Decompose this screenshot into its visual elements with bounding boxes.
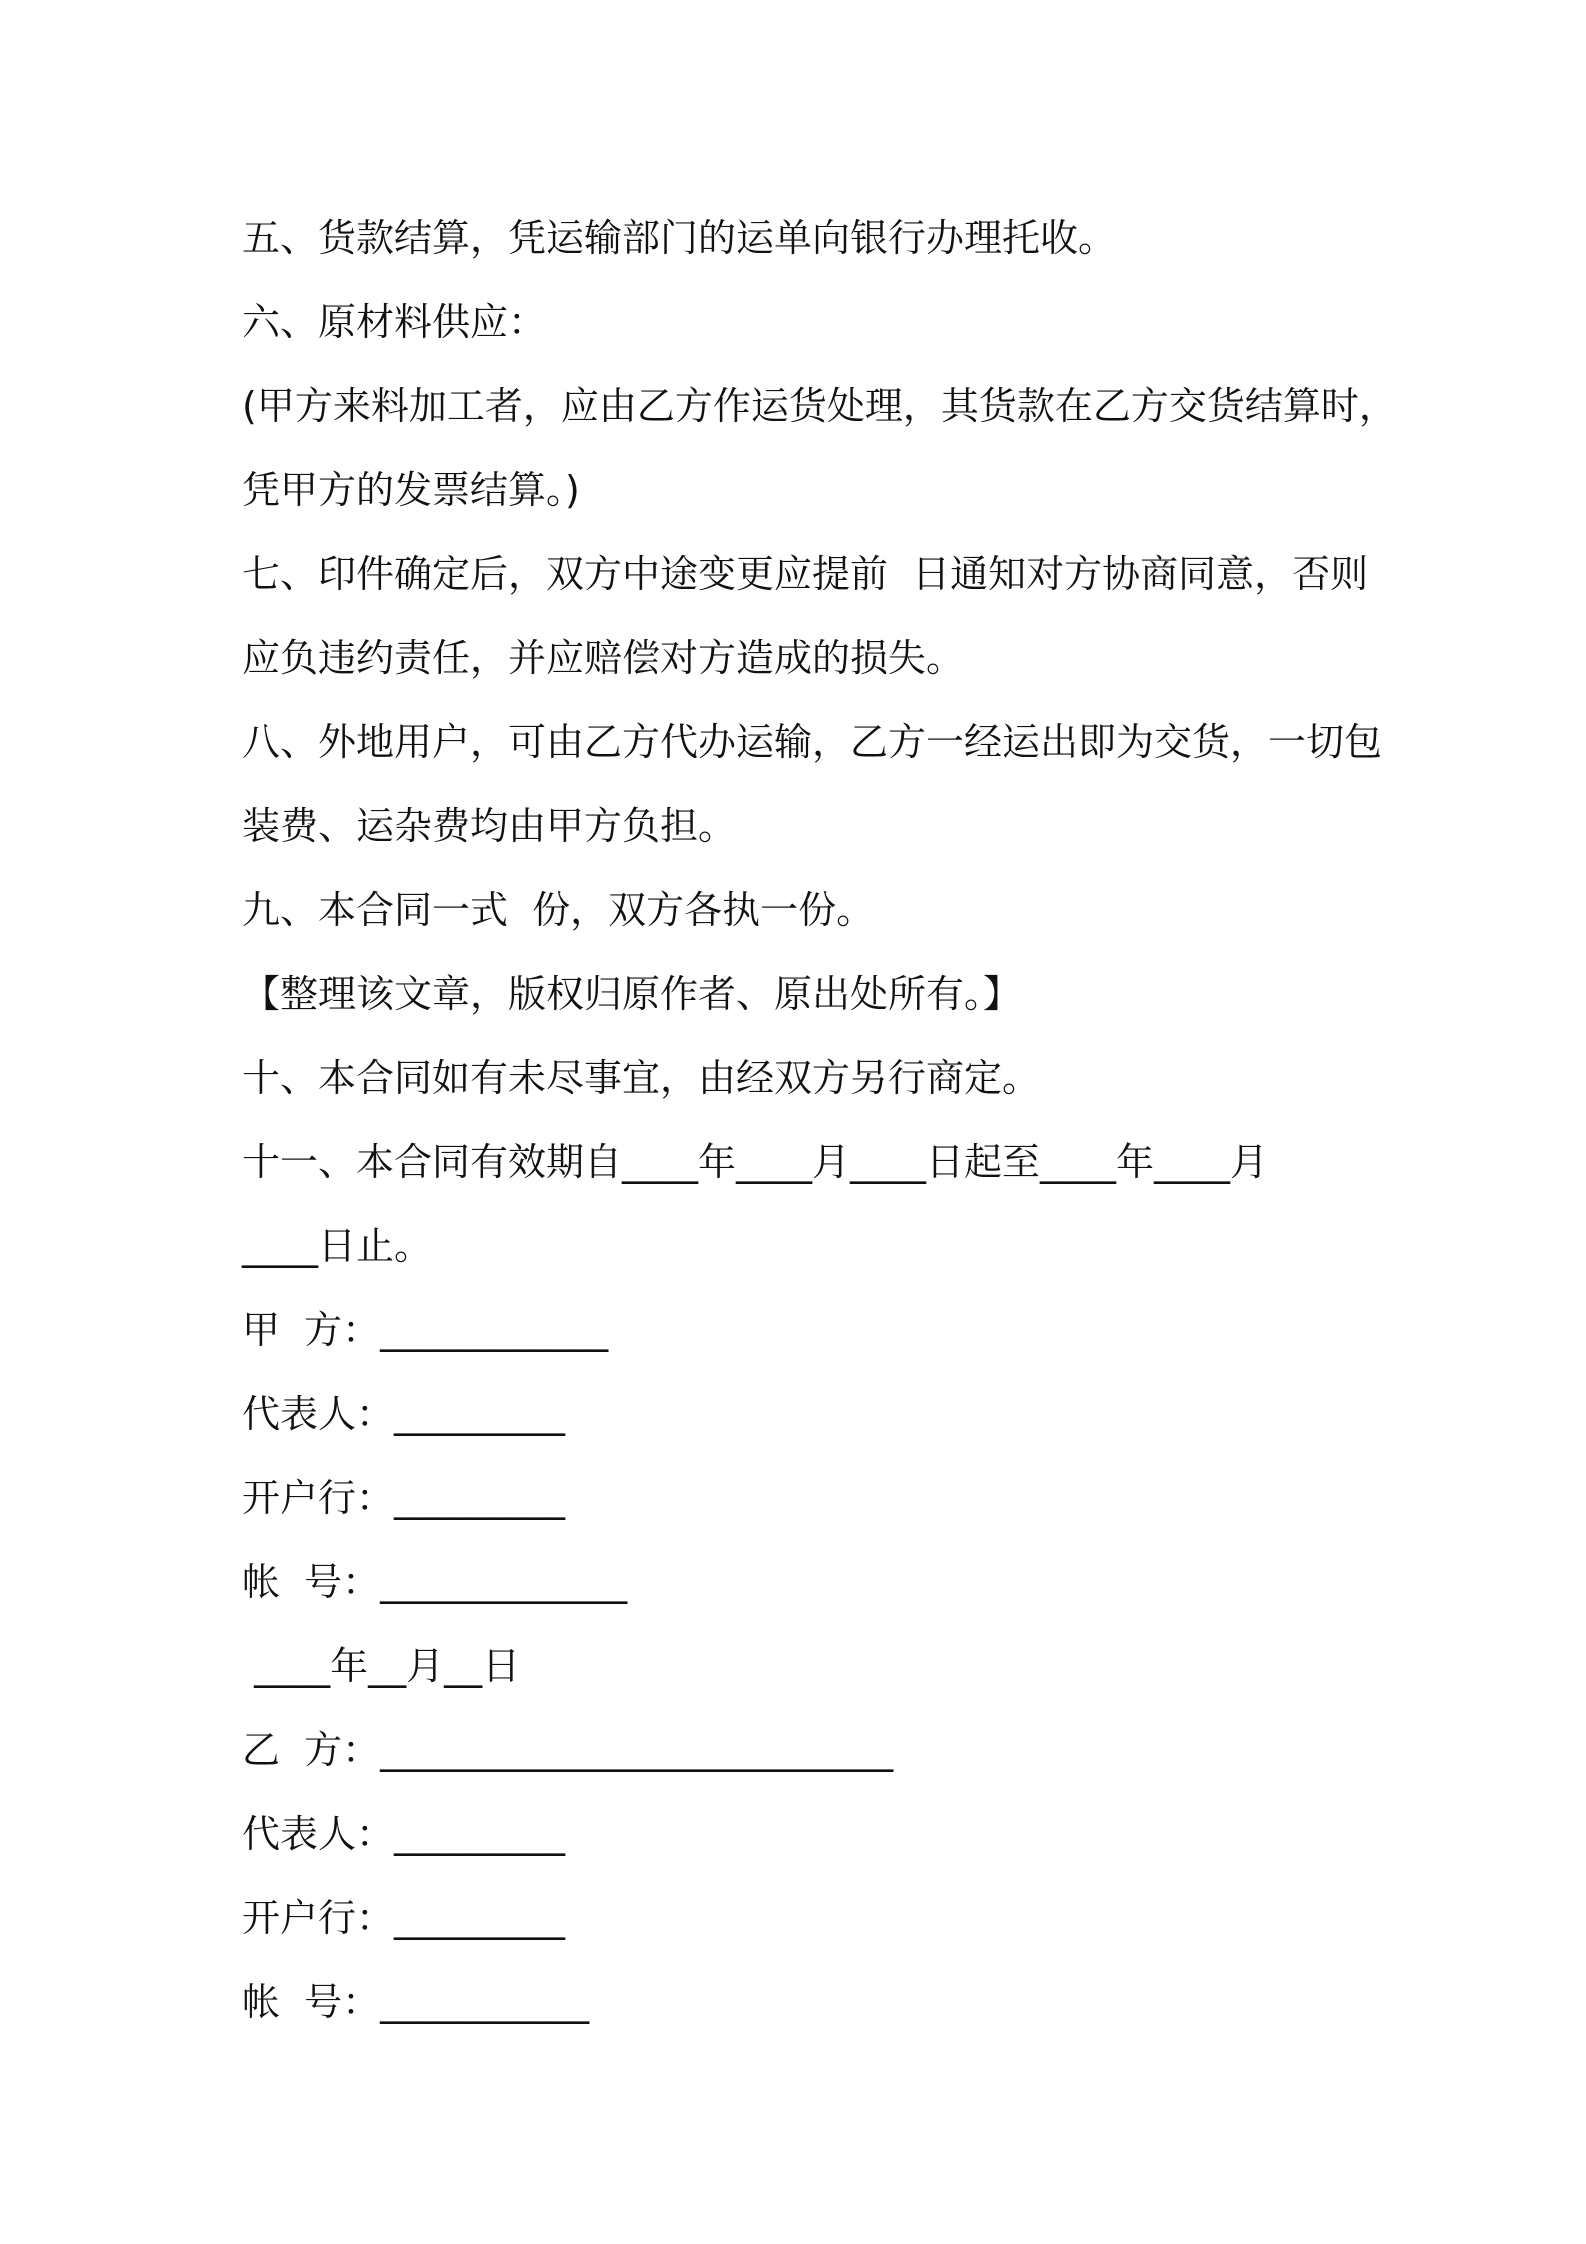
party-a-bank-field: 开户行：_________ [242,1476,566,1520]
clause-6-text-line-2: 凭甲方的发票结算。) [242,468,580,512]
signing-date-field: ____年__月__日 [242,1644,521,1688]
clause-5-settlement: 五、货款结算，凭运输部门的运单向银行办理托收。 [242,216,1117,260]
party-a-representative-field: 代表人：_________ [242,1392,566,1436]
clause-8-line-1: 八、外地用户，可由乙方代办运输，乙方一经运出即为交货，一切包 [242,720,1383,764]
clause-9: 九、本合同一式 份，双方各执一份。 [242,888,875,932]
clause-8-line-2: 装费、运杂费均由甲方负担。 [242,804,737,848]
party-a-account-field: 帐 号：_____________ [242,1560,628,1604]
clause-7-line-1: 七、印件确定后，双方中途变更应提前 日通知对方协商同意，否则 [242,552,1369,596]
party-b-account-field: 帐 号：___________ [242,1980,590,2024]
clause-11-line-2: ____日止。 [242,1224,433,1268]
contract-text [242,196,1397,2044]
copyright-note: 【整理该文章，版权归原作者、原出处所有。】 [242,972,1022,1016]
party-b-bank-field: 开户行：_________ [242,1896,566,1940]
party-b-field: 乙 方：___________________________ [242,1728,894,1772]
clause-10: 十、本合同如有未尽事宜，由经双方另行商定。 [242,1056,1041,1100]
party-b-representative-field: 代表人：_________ [242,1812,566,1856]
party-a-field: 甲 方：____________ [242,1308,609,1352]
clause-11-line-1: 十一、本合同有效期自____年____月____日起至____年____月 [242,1140,1269,1184]
clause-7-line-2: 应负违约责任，并应赔偿对方造成的损失。 [242,636,965,680]
clause-6-text-line-1: (甲方来料加工者，应由乙方作运货处理，其货款在乙方交货结算时， [242,384,1397,428]
clause-6-heading: 六、原材料供应： [242,300,547,344]
